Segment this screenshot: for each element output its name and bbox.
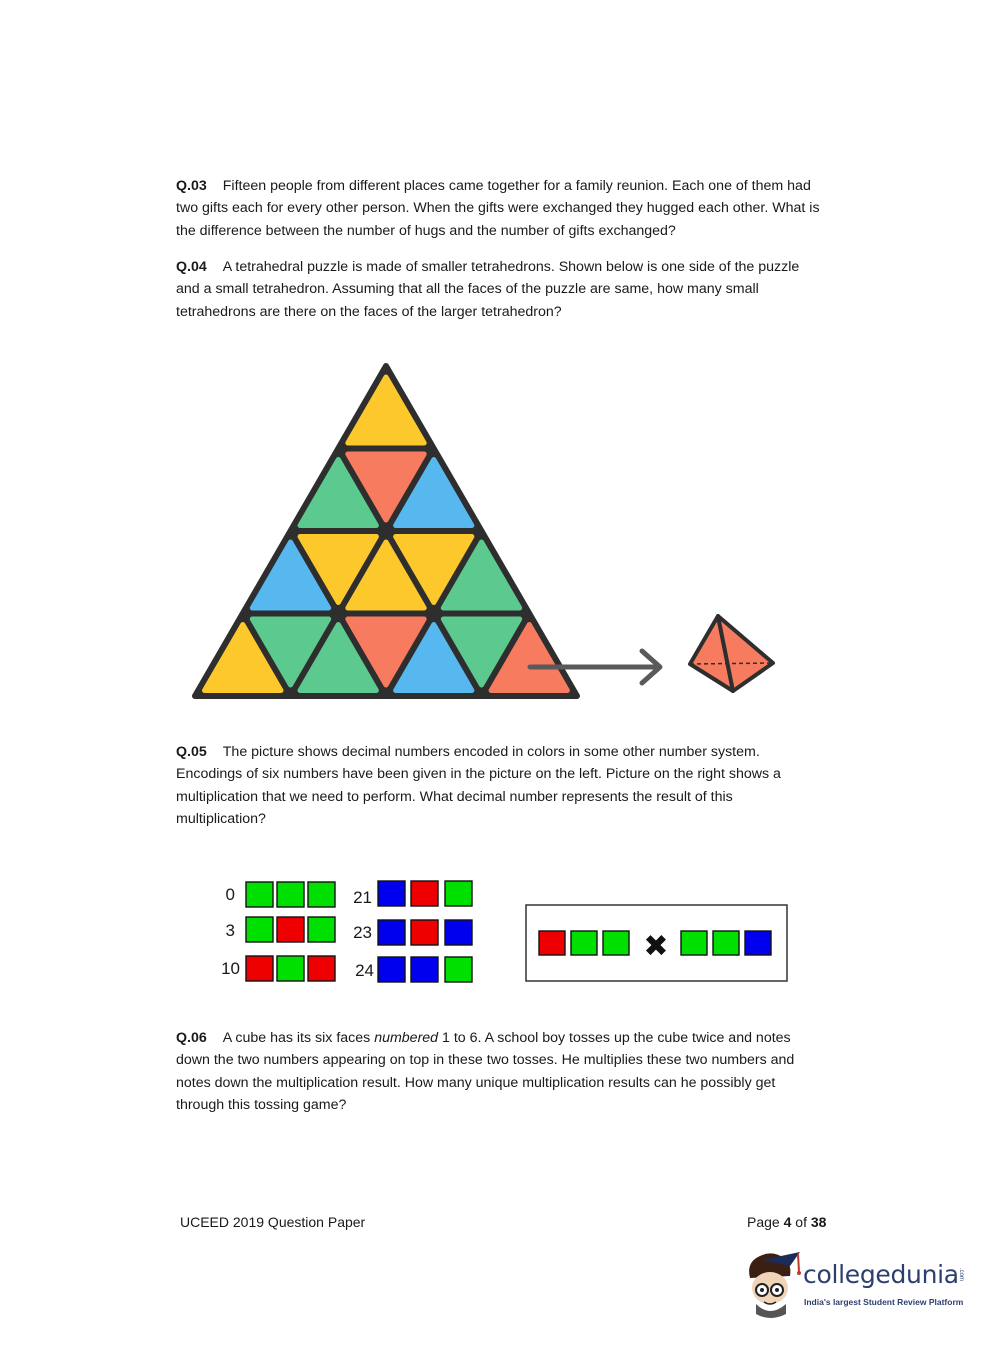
color-code-box [681, 931, 707, 955]
encoding-number: 0 [225, 885, 235, 904]
color-code-box [246, 956, 273, 981]
small-tetrahedron-icon [690, 616, 773, 691]
encoding-number: 10 [221, 959, 240, 978]
page-mid: of [791, 1214, 811, 1230]
color-code-box [246, 882, 273, 907]
question-text: A tetrahedral puzzle is made of smaller tetrahedrons. Shown below is one side of the puzzle and a small tetrahedron. Assuming that all the faces of the puzzle are same, how many small tetrahedrons are there on the faces of the larger tetrahedron? [176, 259, 800, 320]
encoding-number: 21 [353, 888, 372, 907]
question-number: Q.06 [176, 1030, 207, 1046]
page-number [747, 1214, 826, 1230]
question-number: Q.03 [176, 178, 207, 194]
color-code-box [308, 917, 335, 942]
mascot-icon [742, 1248, 802, 1320]
question-text: Fifteen people from different places came together for a family reunion. Each one of them had two gifts each for every other person. When the gifts were exchanged they hugged each other. What is the difference between the number of hugs and the number of gifts exchanged? [176, 178, 820, 239]
multiply-icon: ✖ [643, 929, 669, 964]
color-code-box [378, 881, 405, 906]
question-text-emphasis: numbered [374, 1030, 439, 1046]
encoding-number: 23 [353, 923, 372, 942]
color-code-box [539, 931, 565, 955]
puzzle-face [195, 366, 577, 696]
page-total: 38 [810, 1214, 827, 1230]
color-code-box [277, 956, 304, 981]
question-04 [176, 256, 826, 323]
color-code-box [713, 931, 739, 955]
logo-tagline: India's largest Student Review Platform [804, 1297, 964, 1307]
color-code-box [411, 920, 438, 945]
color-code-box [445, 881, 472, 906]
footer-title: UCEED 2019 Question Paper [180, 1214, 366, 1230]
color-code-box [378, 920, 405, 945]
color-code-box [277, 882, 304, 907]
logo-suffix: .com [958, 1268, 964, 1282]
color-code-box [246, 917, 273, 942]
color-code-box [445, 957, 472, 982]
encoding-number: 24 [355, 961, 374, 980]
color-code-box [378, 957, 405, 982]
encoding-legend-right [353, 881, 472, 982]
question-05 [176, 741, 826, 830]
encoding-legend-left [221, 882, 335, 981]
question-03 [176, 175, 826, 242]
color-code-box [308, 956, 335, 981]
collegedunia-logo [742, 1248, 972, 1320]
question-text: 1 to 6. A school boy tosses up the cube twice and notes down the two numbers appearing on top in these two tosses. He multiplies these two numbers and notes down the multiplication result. How many unique multiplication results can he possibly get through this tossing game? [176, 1030, 795, 1113]
question-text: The picture shows decimal numbers encoded in colors in some other number system. Encodings of six numbers have been given in the picture on the left. Picture on the right shows a multiplication that we need to perform. What decimal number represents the result of this multiplication? [176, 744, 781, 827]
encoding-number: 3 [225, 921, 235, 940]
question-number: Q.04 [176, 259, 207, 275]
color-code-box [411, 881, 438, 906]
multiplication-panel [526, 905, 787, 981]
page-current: 4 [783, 1214, 792, 1230]
color-code-box [745, 931, 771, 955]
color-encoding-figure [210, 870, 800, 990]
color-code-box [445, 920, 472, 945]
color-code-box [603, 931, 629, 955]
tetrahedral-puzzle-figure [190, 358, 790, 708]
page-prefix: Page [747, 1214, 784, 1230]
question-06 [176, 1027, 826, 1116]
color-code-box [277, 917, 304, 942]
logo-wordmark: collegedunia [803, 1260, 959, 1289]
question-text: A cube has its six faces [222, 1030, 375, 1046]
color-code-box [308, 882, 335, 907]
color-code-box [411, 957, 438, 982]
color-code-box [571, 931, 597, 955]
question-number: Q.05 [176, 744, 207, 760]
